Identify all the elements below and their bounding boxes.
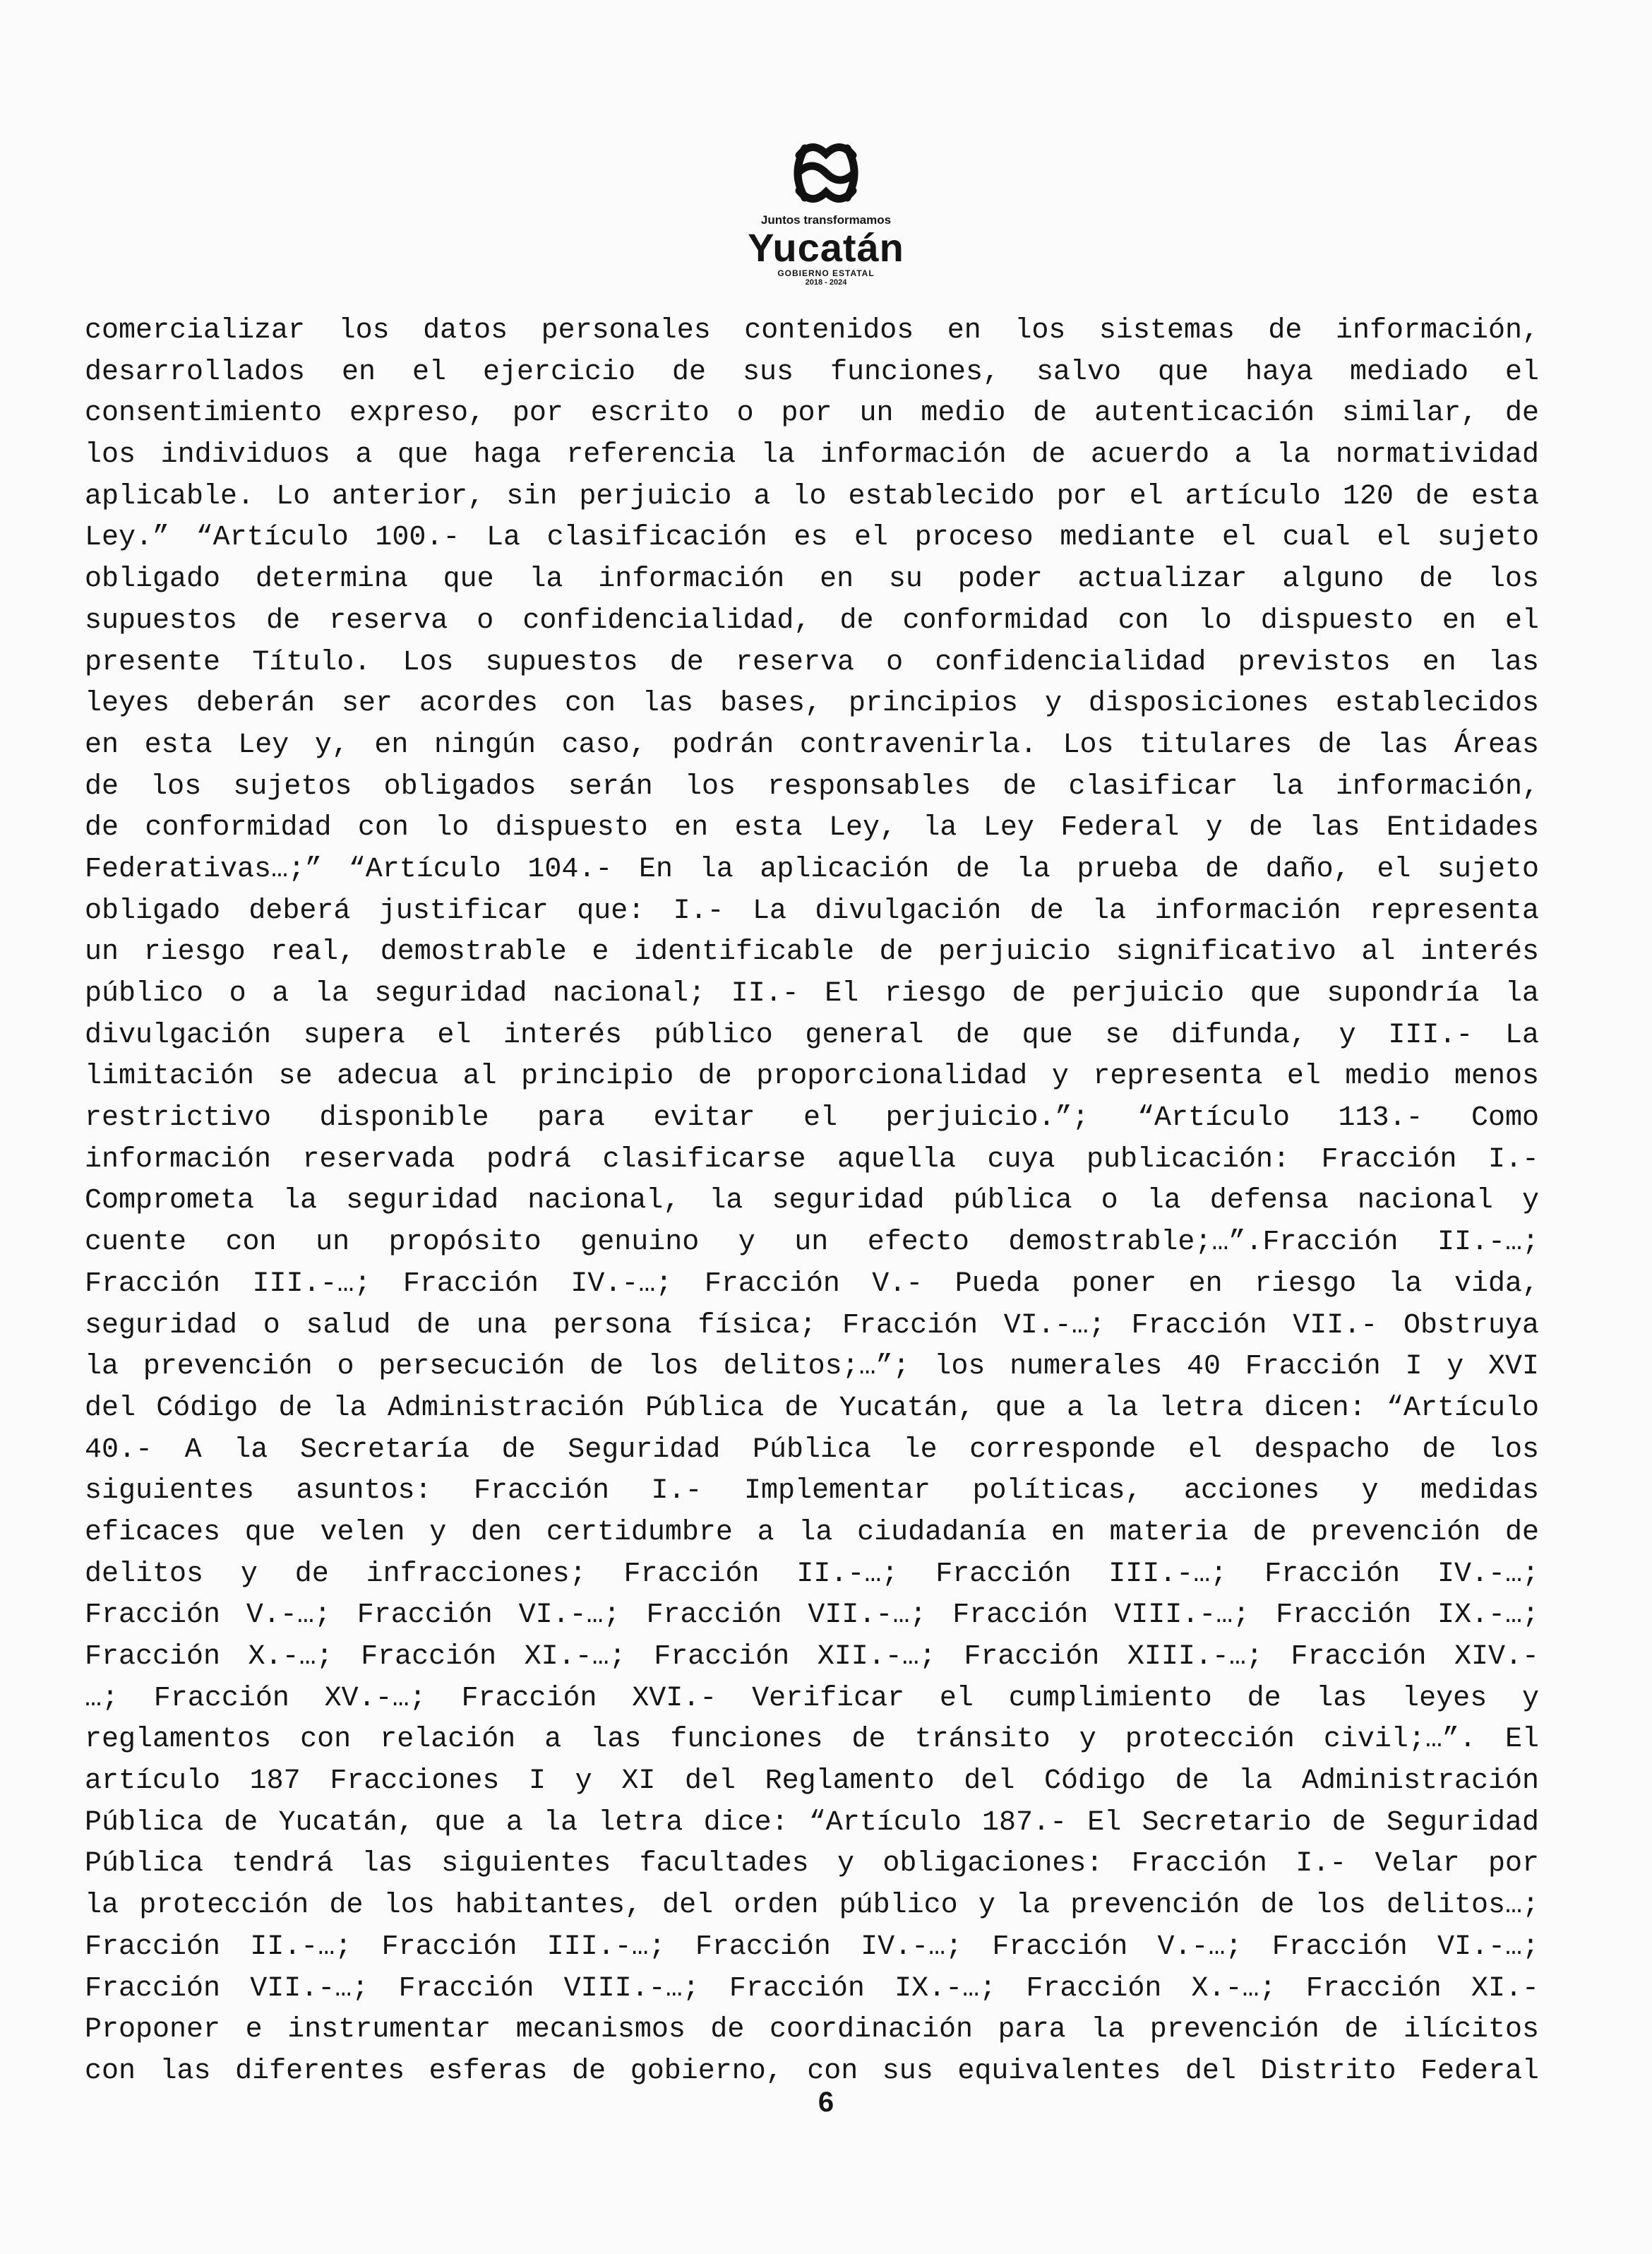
text-line: Fracción X.-…; Fracción XI.-…; Fracción XII.-…; Fracción XIII.-…; Fracción XIV.-	[85, 1641, 1539, 1673]
text-line: información reservada podrá clasificarse aquella cuya publicación: Fracción I.-	[85, 1143, 1539, 1176]
text-line: del Código de la Administración Pública de Yucatán, que a la letra dicen: “Artículo	[85, 1392, 1539, 1424]
text-line: Fracción V.-…; Fracción VI.-…; Fracción VII.-…; Fracción VIII.-…; Fracción IX.-…;	[85, 1599, 1539, 1632]
text-line: en esta Ley y, en ningún caso, podrán contravenirla. Los titulares de las Áreas	[85, 729, 1539, 761]
text-line: comercializar los datos personales contenidos en los sistemas de información,	[85, 315, 1539, 347]
text-line: Pública de Yucatán, que a la letra dice: “Artículo 187.- El Secretario de Seguridad	[85, 1806, 1539, 1839]
text-line: consentimiento expreso, por escrito o por un medio de autenticación similar, de	[85, 398, 1539, 430]
text-line: Pública tendrá las siguientes facultades y obligaciones: Fracción I.- Velar por	[85, 1848, 1539, 1880]
document-body	[85, 311, 1539, 2093]
text-line: artículo 187 Fracciones I y XI del Reglamento del Código de la Administración	[85, 1765, 1539, 1798]
yucatan-emblem-icon	[784, 134, 868, 212]
text-line: obligado deberá justificar que: I.- La divulgación de la información representa	[85, 895, 1539, 927]
text-line: Fracción III.-…; Fracción IV.-…; Fracción V.- Pueda poner en riesgo la vida,	[85, 1268, 1539, 1300]
text-line: reglamentos con relación a las funciones de tránsito y protección civil;…”. El	[85, 1724, 1539, 1756]
text-line: un riesgo real, demostrable e identificable de perjuicio significativo al interés	[85, 936, 1539, 969]
text-line: la prevención o persecución de los delitos;…”; los numerales 40 Fracción I y XVI	[85, 1351, 1539, 1383]
text-line: Fracción II.-…; Fracción III.-…; Fracción IV.-…; Fracción V.-…; Fracción VI.-…;	[85, 1931, 1539, 1963]
logo-government-label: GOBIERNO ESTATAL	[777, 268, 875, 278]
text-line: de los sujetos obligados serán los responsables de clasificar la información,	[85, 770, 1539, 803]
text-line: siguientes asuntos: Fracción I.- Implementar políticas, acciones y medidas	[85, 1475, 1539, 1508]
text-line: obligado determina que la información en su poder actualizar alguno de los	[85, 564, 1539, 596]
text-line: público o a la seguridad nacional; II.- El riesgo de perjuicio que supondría la	[85, 978, 1539, 1010]
text-line: divulgación supera el interés público general de que se difunda, y III.- La	[85, 1019, 1539, 1051]
text-line: la protección de los habitantes, del orden público y la prevención de los delitos…;	[85, 1890, 1539, 1922]
text-line: cuente con un propósito genuino y un efecto demostrable;…”.Fracción II.-…;	[85, 1227, 1539, 1259]
text-line: con las diferentes esferas de gobierno, con sus equivalentes del Distrito Federal	[85, 2055, 1539, 2087]
text-line: los individuos a que haga referencia la información de acuerdo a la normatividad	[85, 439, 1539, 472]
text-line: restrictivo disponible para evitar el perjuicio.”; “Artículo 113.- Como	[85, 1102, 1539, 1135]
text-line: limitación se adecua al principio de proporcionalidad y representa el medio menos	[85, 1061, 1539, 1093]
text-line: Federativas…;” “Artículo 104.- En la aplicación de la prueba de daño, el sujeto	[85, 853, 1539, 886]
text-line: presente Título. Los supuestos de reserva o confidencialidad previstos en las	[85, 646, 1539, 679]
text-line: Comprometa la seguridad nacional, la seguridad pública o la defensa nacional y	[85, 1185, 1539, 1217]
text-line: 40.- A la Secretaría de Seguridad Pública le corresponde el despacho de los	[85, 1433, 1539, 1466]
text-line: aplicable. Lo anterior, sin perjuicio a lo establecido por el artículo 120 de esta	[85, 480, 1539, 513]
text-line: seguridad o salud de una persona física; Fracción VI.-…; Fracción VII.- Obstruya	[85, 1309, 1539, 1342]
text-line: eficaces que velen y den certidumbre a la ciudadanía en materia de prevención de	[85, 1516, 1539, 1549]
yucatan-government-logo	[734, 134, 918, 287]
logo-period: 2018 - 2024	[805, 278, 847, 287]
text-line: Proponer e instrumentar mecanismos de coordinación para la prevención de ilícitos	[85, 2014, 1539, 2046]
logo-slogan: Juntos transformamos	[760, 213, 892, 227]
text-line: …; Fracción XV.-…; Fracción XVI.- Verificar el cumplimiento de las leyes y	[85, 1682, 1539, 1715]
text-line: Fracción VII.-…; Fracción VIII.-…; Fracción IX.-…; Fracción X.-…; Fracción XI.-	[85, 1972, 1539, 2005]
page-number: 6	[818, 2087, 834, 2118]
text-line: supuestos de reserva o confidencialidad, de conformidad con lo dispuesto en el	[85, 604, 1539, 637]
text-line: de conformidad con lo dispuesto en esta Ley, la Ley Federal y de las Entidades	[85, 812, 1539, 845]
logo-state-name: Yucatán	[748, 225, 904, 270]
text-line: leyes deberán ser acordes con las bases, principios y disposiciones establecidos	[85, 688, 1539, 720]
text-line: desarrollados en el ejercicio de sus funciones, salvo que haya mediado el	[85, 356, 1539, 388]
text-line: delitos y de infracciones; Fracción II.-…; Fracción III.-…; Fracción IV.-…;	[85, 1558, 1539, 1590]
text-line: Ley.” “Artículo 100.- La clasificación es el proceso mediante el cual el sujeto	[85, 522, 1539, 554]
